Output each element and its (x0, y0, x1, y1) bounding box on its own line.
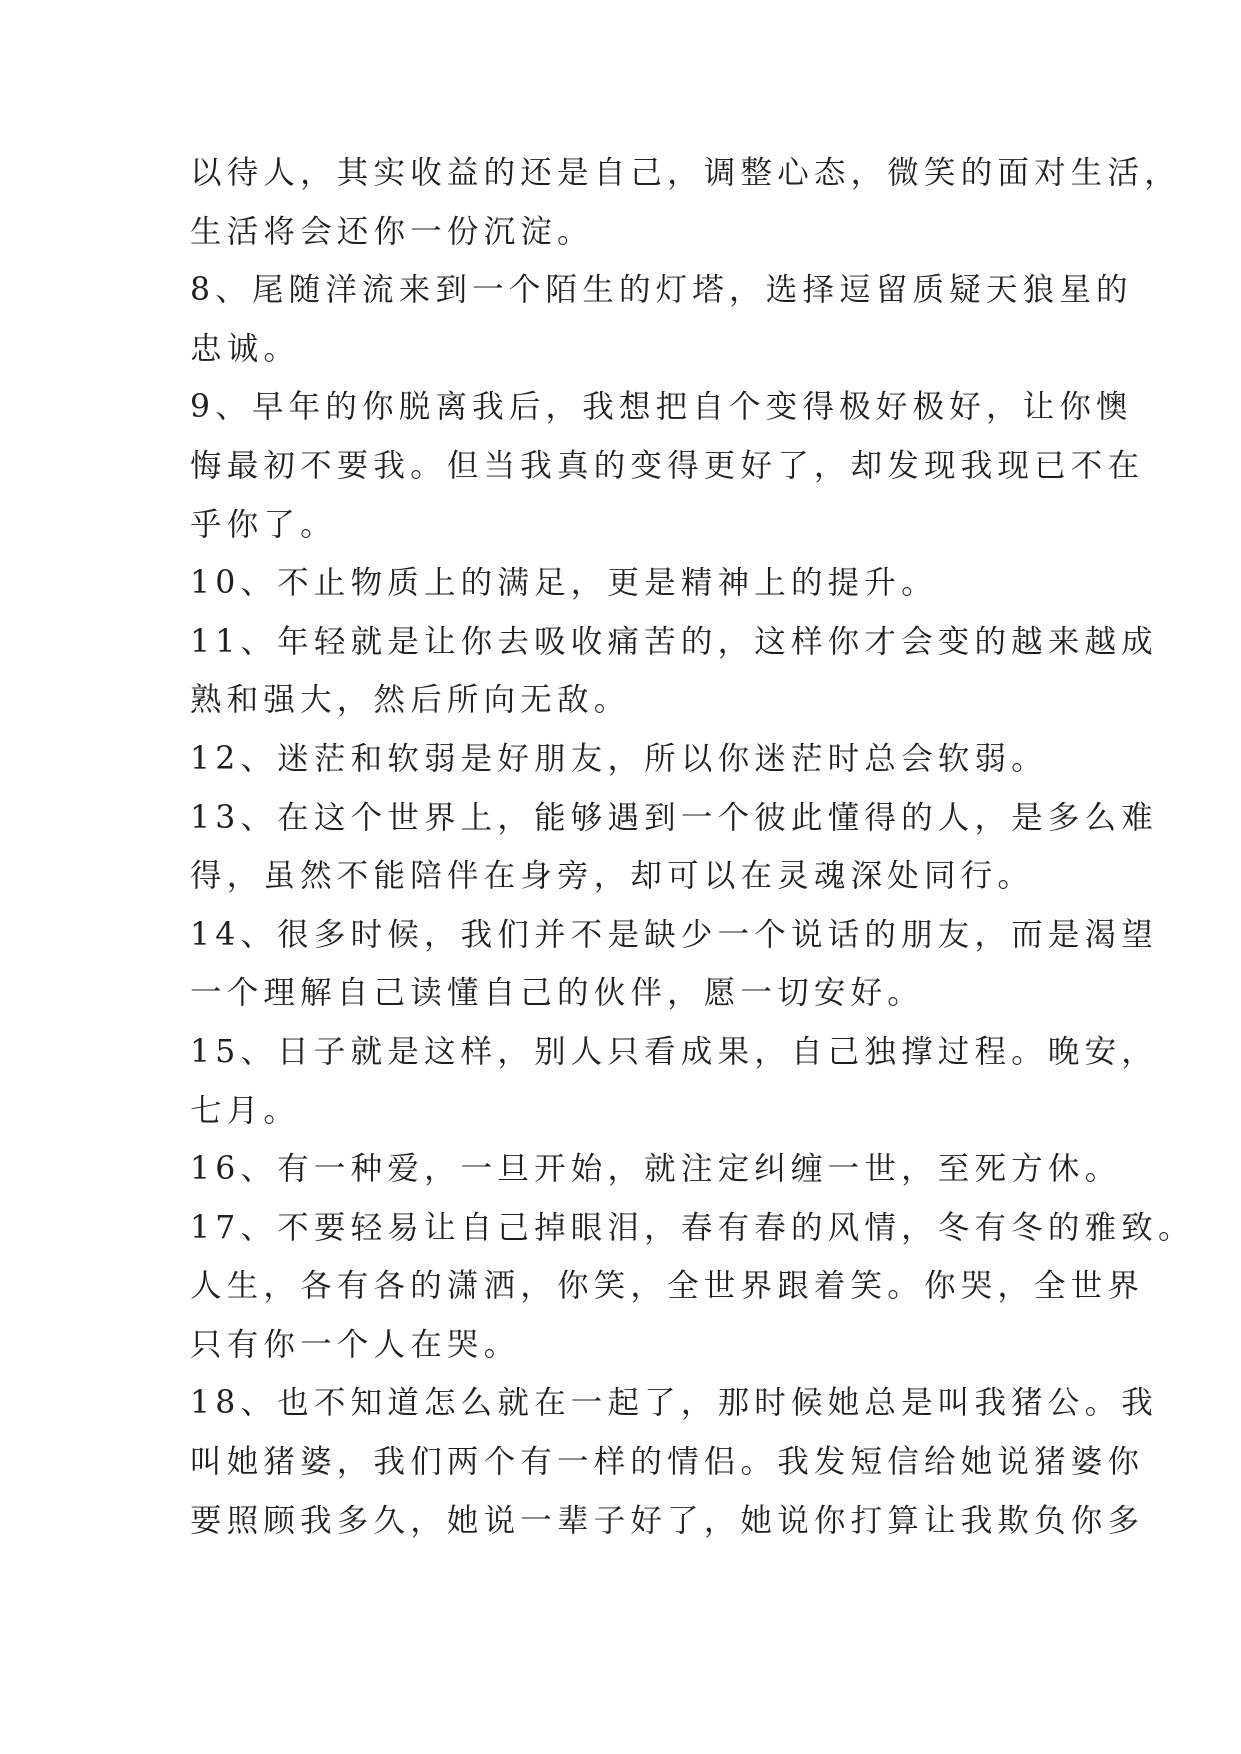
text-line: 忠诚。 (190, 330, 301, 367)
text-line: 13、在这个世界上，能够遇到一个彼此懂得的人，是多么难 (190, 799, 1158, 836)
text-line: 生活将会还你一份沉淀。 (190, 213, 594, 250)
text-line: 要照顾我多久，她说一辈子好了，她说你打算让我欺负你多 (190, 1502, 1145, 1539)
text-line: 得，虽然不能陪伴在身旁，却可以在灵魂深处同行。 (190, 858, 1035, 895)
text-line: 15、日子就是这样，别人只看成果，自己独撑过程。晚安， (190, 1033, 1158, 1070)
document-body (190, 144, 1195, 1550)
text-line: 18、也不知道怎么就在一起了，那时候她总是叫我猪公。我 (190, 1385, 1158, 1422)
text-line: 10、不止物质上的满足，更是精神上的提升。 (190, 565, 938, 602)
text-line: 只有你一个人在哭。 (190, 1326, 521, 1363)
text-line: 一个理解自己读懂自己的伙伴，愿一切安好。 (190, 975, 925, 1012)
text-line: 11、年轻就是让你去吸收痛苦的，这样你才会变的越来越成 (190, 623, 1158, 660)
text-line: 17、不要轻易让自己掉眼泪，春有春的风情，冬有冬的雅致。 (190, 1209, 1195, 1246)
text-line: 乎你了。 (190, 506, 337, 543)
text-line: 悔最初不要我。但当我真的变得更好了，却发现我现已不在 (190, 447, 1145, 484)
text-line: 人生，各有各的潇洒，你笑，全世界跟着笑。你哭，全世界 (190, 1268, 1145, 1305)
text-line: 以待人，其实收益的还是自己，调整心态，微笑的面对生活， (190, 155, 1181, 191)
text-line: 12、迷茫和软弱是好朋友，所以你迷茫时总会软弱。 (190, 740, 1048, 777)
text-line: 16、有一种爱，一旦开始，就注定纠缠一世，至死方休。 (190, 1151, 1122, 1188)
text-line: 14、很多时候，我们并不是缺少一个说话的朋友，而是渴望 (190, 916, 1158, 953)
text-line: 8、尾随洋流来到一个陌生的灯塔，选择逗留质疑天狼星的 (190, 272, 1133, 309)
text-line: 9、早年的你脱离我后，我想把自个变得极好极好，让你懊 (190, 389, 1133, 426)
text-line: 七月。 (190, 1092, 301, 1129)
text-line: 叫她猪婆，我们两个有一样的情侣。我发短信给她说猪婆你 (190, 1444, 1145, 1481)
text-line: 熟和强大，然后所向无敌。 (190, 682, 631, 719)
